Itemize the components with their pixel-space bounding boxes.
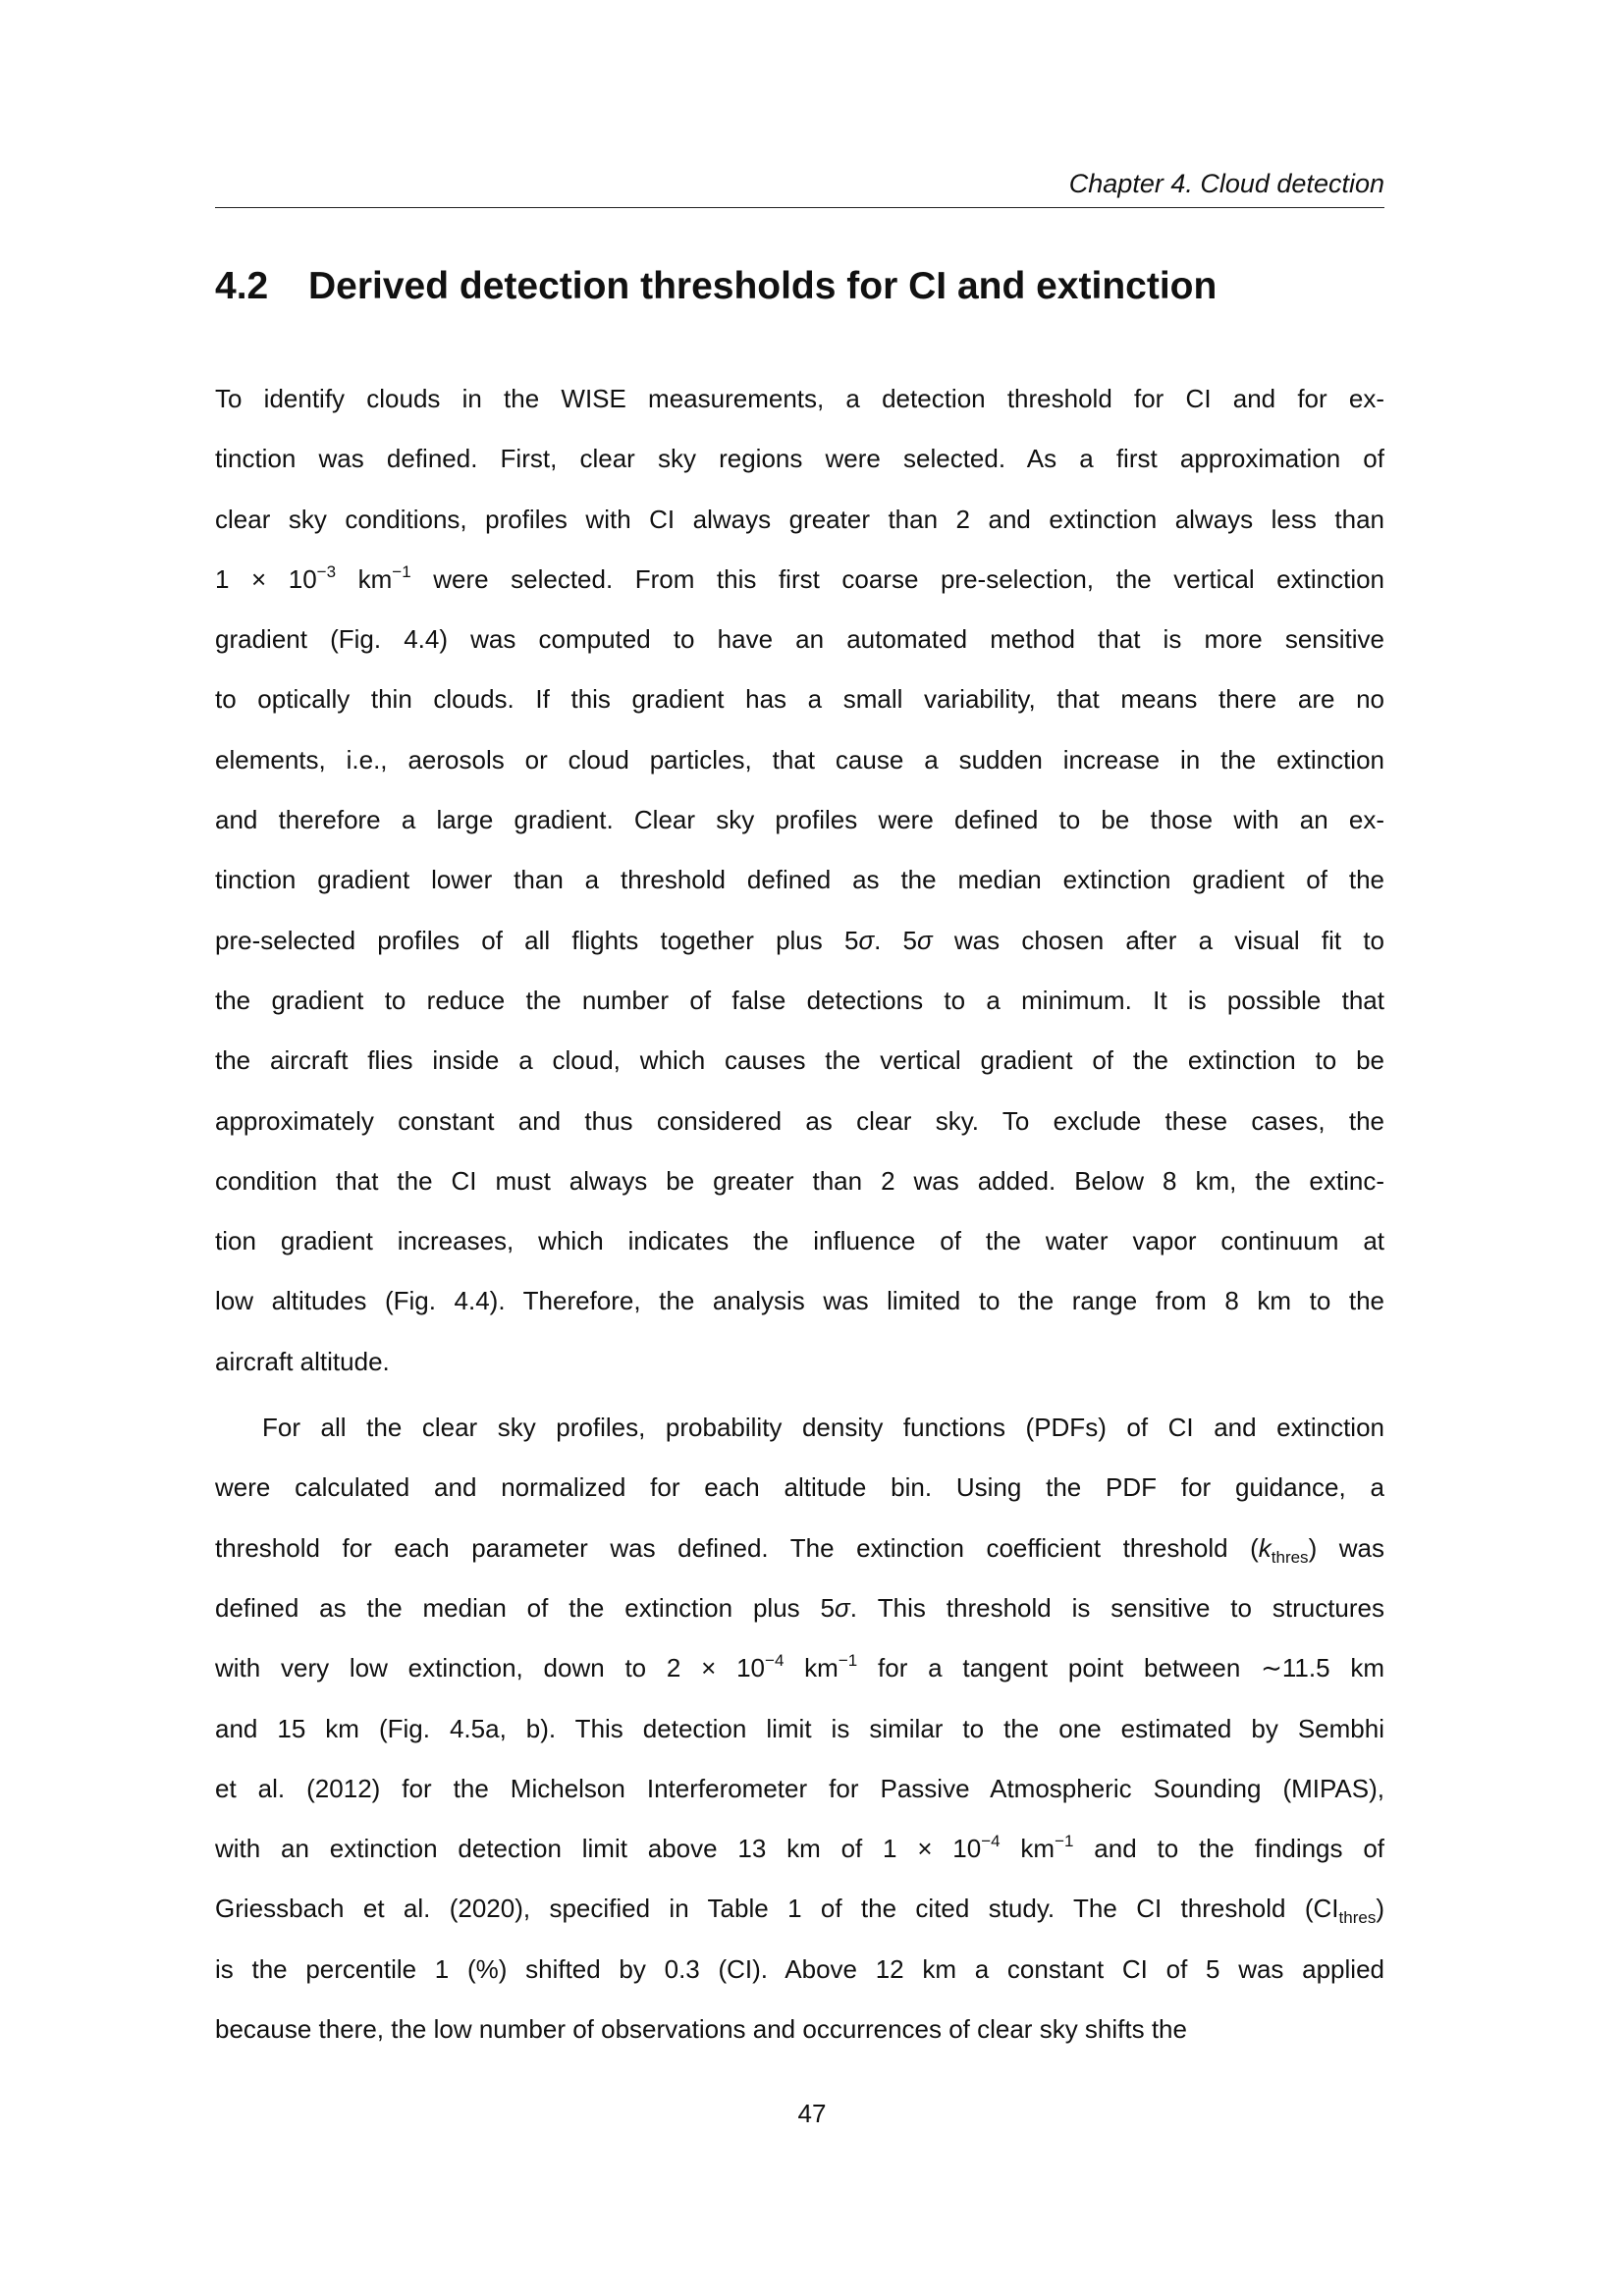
text-line: tinction gradient lower than a threshold defined as the median extinction gradient of the: [215, 865, 1384, 895]
math-symbol: σ: [858, 925, 875, 955]
text-line: condition that the CI must always be greater than 2 was added. Below 8 km, the extinc-: [215, 1165, 1384, 1196]
text-line: clear sky conditions, profiles with CI always greater than 2 and extinction always less than: [215, 504, 1384, 534]
text-line: and 15 km (Fig. 4.5a, b). This detection limit is similar to the one estimated by Sembhi: [215, 1713, 1384, 1743]
text-line: low altitudes (Fig. 4.4). Therefore, the analysis was limited to the range from 8 km to the: [215, 1286, 1384, 1316]
header-rule: [215, 207, 1384, 208]
text-line: threshold for each parameter was defined. The extinction coefficient threshold $(k_{thres})$ was: [215, 1532, 1385, 1567]
text-line: were calculated and normalized for each altitude bin. Using the PDF for guidance, a: [215, 1472, 1384, 1503]
superscript: −1: [838, 1651, 858, 1671]
superscript: −4: [981, 1832, 1001, 1851]
text-line: the gradient to reduce the number of false detections to a minimum. It is possible that: [215, 985, 1384, 1015]
text-line: tinction was defined. First, clear sky regions were selected. As a first approximation of: [215, 444, 1384, 474]
math-symbol: σ: [835, 1592, 850, 1623]
math-symbol: σ: [917, 925, 933, 955]
paragraph: [215, 1412, 1384, 2073]
body-text: [215, 383, 1384, 2073]
text-line: because there, the low number of observations and occurrences of clear sky shifts the: [215, 2014, 1187, 2045]
text-line: aircraft altitude.: [215, 1346, 390, 1376]
text-line: tion gradient increases, which indicates the influence of the water vapor continuum at: [215, 1226, 1384, 1256]
subscript: thres: [1338, 1908, 1377, 1928]
math-symbol: k: [1258, 1532, 1272, 1563]
text-line: with an extinction detection limit above 13 km of $1 \times 10^{-4}$ $km^{-1}$ and to the findings of: [215, 1832, 1385, 1864]
superscript: −4: [765, 1651, 785, 1671]
text-line: is the percentile 1 (%) shifted by 0.3 (CI). Above 12 km a constant CI of 5 was applied: [215, 1953, 1384, 1984]
text-line: $1 \times 10^{-3}$ $km^{-1}$ were selected. From this first coarse pre-selection, the vertical extinction: [215, 561, 1385, 594]
text-line: gradient (Fig. 4.4) was computed to have an automated method that is more sensitive: [215, 624, 1384, 655]
running-header: Chapter 4. Cloud detection: [1068, 169, 1384, 198]
page-number: 47: [797, 2099, 827, 2128]
section-number: 4.2: [215, 265, 269, 307]
text-line: to optically thin clouds. If this gradient has a small variability, that means there are no: [215, 684, 1384, 715]
superscript: −1: [1055, 1832, 1074, 1851]
subscript: thres: [1271, 1547, 1309, 1567]
superscript: −3: [316, 561, 337, 581]
text-line: elements, i.e., aerosols or cloud particles, that cause a sudden increase in the extinction: [215, 744, 1384, 774]
text-line: and therefore a large gradient. Clear sky profiles were defined to be those with an ex-: [215, 805, 1384, 835]
paragraph: [215, 383, 1384, 1406]
text-line: defined as the median of the extinction plus 5σ. This threshold is sensitive to structures: [215, 1592, 1384, 1623]
text-line: the aircraft flies inside a cloud, which causes the vertical gradient of the extinction to be: [215, 1045, 1384, 1076]
text-line: Griessbach et al. (2020), specified in Table 1 of the cited study. The CI threshold $(CI_{thres})$: [215, 1894, 1384, 1928]
text-line: approximately constant and thus considered as clear sky. To exclude these cases, the: [215, 1105, 1384, 1136]
superscript: −1: [392, 561, 411, 581]
section-heading: [215, 265, 1217, 308]
text-line: pre-selected profiles of all flights together plus 5σ. 5σ was chosen after a visual fit to: [215, 925, 1384, 955]
text-line: et al. (2012) for the Michelson Interferometer for Passive Atmospheric Sounding (MIPAS),: [215, 1773, 1384, 1803]
section-title: Derived detection thresholds for CI and extinction: [308, 265, 1218, 307]
text-line: For all the clear sky profiles, probability density functions (PDFs) of CI and extinction: [262, 1413, 1384, 1443]
text-line: To identify clouds in the WISE measurements, a detection threshold for CI and for ex-: [215, 384, 1384, 413]
text-line: with very low extinction, down to $2 \times 10^{-4}$ $km^{-1}$ for a tangent point between ∼11.5 km: [215, 1651, 1384, 1683]
